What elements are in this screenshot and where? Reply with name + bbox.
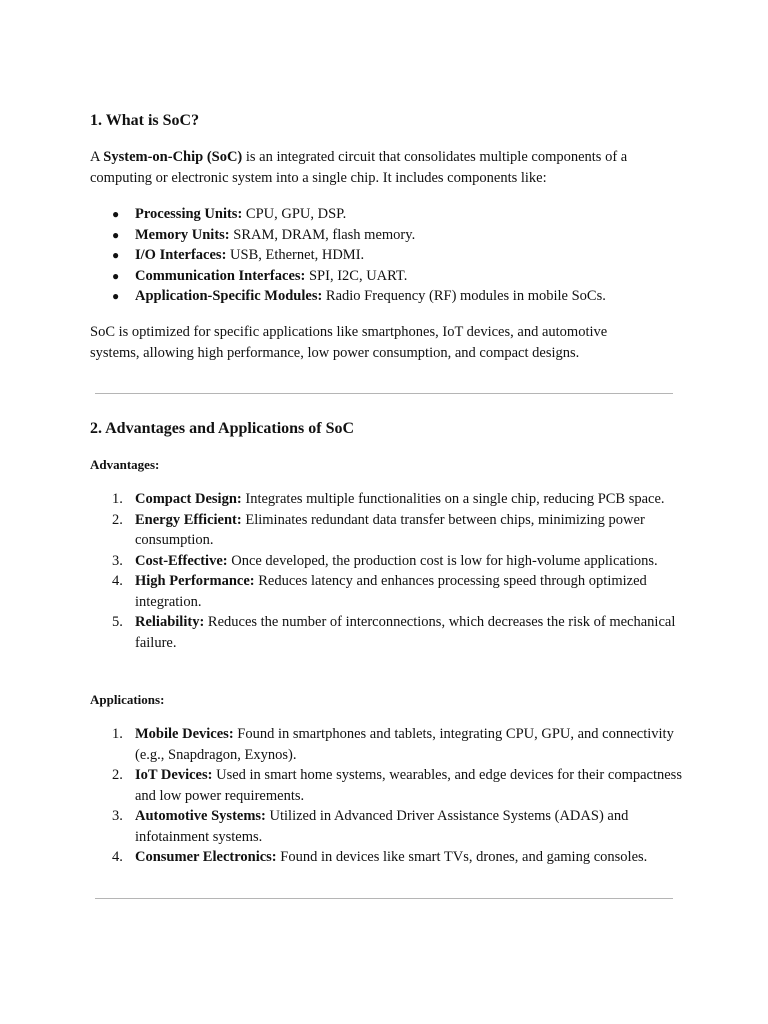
list-item bbox=[90, 225, 690, 246]
bullet-icon: ● bbox=[112, 248, 120, 262]
item-number: 2. bbox=[112, 767, 123, 783]
item-number: 1. bbox=[112, 491, 123, 507]
item-label: Compact Design: bbox=[135, 491, 242, 507]
item-text: Used in smart home systems, wearables, and edge devices for their compactness and low power requirements. bbox=[135, 767, 682, 804]
list-item bbox=[90, 245, 690, 266]
list-item bbox=[90, 204, 690, 225]
item-label: High Performance: bbox=[135, 573, 255, 589]
list-item bbox=[90, 612, 690, 653]
section-1-heading: 1. What is SoC? bbox=[90, 112, 200, 129]
item-label: I/O Interfaces: bbox=[135, 247, 227, 263]
item-label: Mobile Devices: bbox=[135, 726, 234, 742]
item-text: Utilized in Advanced Driver Assistance Systems (ADAS) and infotainment systems. bbox=[135, 808, 629, 845]
applications-label: Applications: bbox=[90, 692, 165, 707]
list-item bbox=[90, 266, 690, 287]
item-text: SPI, I2C, UART. bbox=[305, 267, 408, 284]
bullet-icon: ● bbox=[112, 227, 120, 242]
section-2-heading: 2. Advantages and Applications of SoC bbox=[90, 420, 355, 437]
intro-prefix: A bbox=[90, 149, 104, 165]
item-text: SRAM, DRAM, flash memory. bbox=[229, 226, 416, 243]
item-number: 4. bbox=[112, 849, 123, 865]
item-text: Found in smartphones and tablets, integrating CPU, GPU, and connectivity (e.g., Snapdragon, Exynos). bbox=[135, 726, 674, 763]
item-label: Memory Units: bbox=[135, 226, 230, 243]
item-number: 3. bbox=[112, 808, 123, 824]
item-number: 3. bbox=[112, 552, 123, 569]
section-1-summary: SoC is optimized for specific applications like smartphones, IoT devices, and automotive systems, allowing high performance, low power consumption, and compact designs. bbox=[90, 324, 608, 361]
list-item bbox=[90, 724, 690, 765]
item-label: Automotive Systems: bbox=[135, 808, 266, 824]
list-item bbox=[90, 551, 690, 572]
item-label: IoT Devices: bbox=[135, 767, 213, 783]
section-1-intro bbox=[90, 147, 690, 189]
item-label: Communication Interfaces: bbox=[135, 267, 306, 284]
applications-list bbox=[90, 724, 690, 868]
advantages-list bbox=[90, 489, 690, 653]
bullet-icon: ● bbox=[112, 289, 120, 303]
item-text: Integrates multiple functionalities on a single chip, reducing PCB space. bbox=[241, 491, 665, 507]
section-divider bbox=[95, 393, 673, 394]
item-label: Application-Specific Modules: bbox=[135, 288, 323, 304]
intro-term: System-on-Chip (SoC) bbox=[103, 149, 243, 165]
bullet-icon: ● bbox=[112, 207, 120, 221]
components-list bbox=[90, 204, 690, 307]
list-item bbox=[90, 510, 690, 551]
bullet-icon: ● bbox=[112, 268, 120, 283]
item-text: USB, Ethernet, HDMI. bbox=[226, 247, 365, 263]
item-label: Energy Efficient: bbox=[135, 511, 242, 528]
item-number: 5. bbox=[112, 614, 123, 630]
section-divider bbox=[95, 898, 673, 899]
item-text: Once developed, the production cost is low for high-volume applications. bbox=[227, 552, 658, 569]
item-label: Consumer Electronics: bbox=[135, 849, 277, 865]
item-text: Reduces the number of interconnections, which decreases the risk of mechanical failure. bbox=[135, 614, 676, 651]
item-number: 2. bbox=[112, 511, 123, 528]
item-number: 1. bbox=[112, 726, 123, 742]
list-item bbox=[90, 806, 690, 847]
item-label: Cost-Effective: bbox=[135, 552, 228, 569]
item-label: Processing Units: bbox=[135, 206, 243, 222]
list-item bbox=[90, 765, 690, 806]
intro-rest: is an integrated circuit that consolidates multiple components of a computing or electronic system into a single chip. It includes components like: bbox=[90, 149, 628, 186]
item-text: CPU, GPU, DSP. bbox=[242, 206, 347, 222]
item-number: 4. bbox=[112, 573, 123, 589]
list-item bbox=[90, 847, 690, 868]
list-item bbox=[90, 286, 690, 307]
item-text: Eliminates redundant data transfer between chips, minimizing power consumption. bbox=[135, 511, 645, 548]
list-item bbox=[90, 489, 690, 510]
list-item bbox=[90, 571, 690, 612]
item-text: Radio Frequency (RF) modules in mobile SoCs. bbox=[322, 288, 606, 304]
item-text: Reduces latency and enhances processing speed through optimized integration. bbox=[135, 573, 647, 610]
item-text: Found in devices like smart TVs, drones, and gaming consoles. bbox=[276, 849, 648, 865]
advantages-label: Advantages: bbox=[90, 457, 160, 472]
item-label: Reliability: bbox=[135, 614, 205, 630]
